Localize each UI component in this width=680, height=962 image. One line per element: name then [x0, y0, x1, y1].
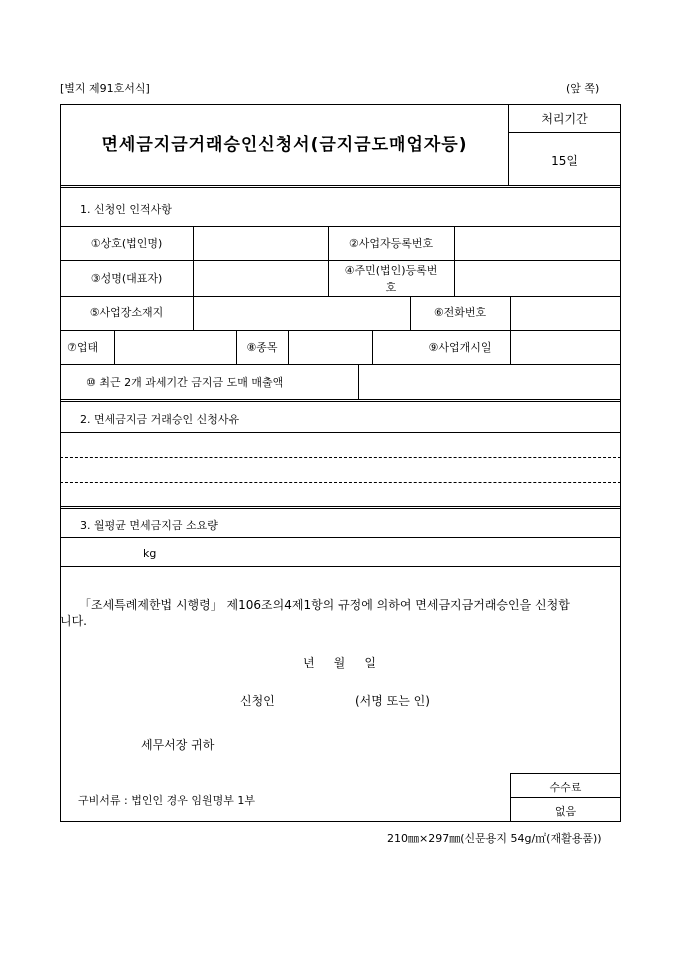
- business-address-label: ⑤사업장소재지: [89, 306, 164, 319]
- company-name-label: ①상호(법인명): [90, 237, 163, 250]
- fee-label: 수수료: [549, 781, 582, 794]
- section1-heading: 1. 신청인 인적사항: [80, 203, 172, 216]
- business-type-label: ⑦업태: [67, 341, 99, 354]
- business-item-label: ⑧종목: [246, 341, 278, 354]
- form-number: [별지 제91호서식]: [60, 82, 150, 95]
- representative-name-label: ③성명(대표자): [90, 272, 163, 285]
- business-reg-no-label: ②사업자등록번호: [348, 237, 434, 250]
- declaration-line2: 니다.: [60, 614, 87, 628]
- required-documents: 구비서류 : 법인인 경우 임원명부 1부: [78, 794, 255, 807]
- section2-heading: 2. 면세금지금 거래승인 신청사유: [80, 413, 240, 426]
- page-side-label: (앞 쪽): [566, 82, 600, 95]
- processing-period-label: 처리기간: [541, 112, 588, 126]
- processing-period-value: 15일: [551, 154, 578, 168]
- fee-value: 없음: [554, 805, 577, 818]
- application-date: 년 월 일: [303, 656, 376, 670]
- form-title: 면세금지금거래승인신청서(금지금도매업자등): [101, 135, 468, 155]
- applicant-label: 신청인: [240, 694, 275, 708]
- monthly-amount-unit: kg: [143, 547, 157, 560]
- addressee: 세무서장 귀하: [141, 738, 215, 752]
- paper-spec: 210㎜×297㎜(신문용지 54g/㎡(재활용품)): [387, 832, 602, 845]
- section3-heading: 3. 월평균 면세금지금 소요량: [80, 519, 218, 532]
- signature-note: (서명 또는 인): [355, 694, 430, 708]
- declaration-line1: 「조세특례제한법 시행령」 제106조의4제1항의 규정에 의하여 면세금지금거래승인을 신청합: [79, 598, 570, 612]
- recent-sales-label: ⑩ 최근 2개 과세기간 금지금 도매 매출액: [86, 376, 284, 389]
- resident-reg-no-label-line1: ④주민(법인)등록번: [344, 264, 438, 277]
- start-date-label: ⑨사업개시일: [428, 341, 492, 354]
- resident-reg-no-label-line2: 호: [385, 281, 397, 294]
- phone-label: ⑥전화번호: [433, 306, 487, 319]
